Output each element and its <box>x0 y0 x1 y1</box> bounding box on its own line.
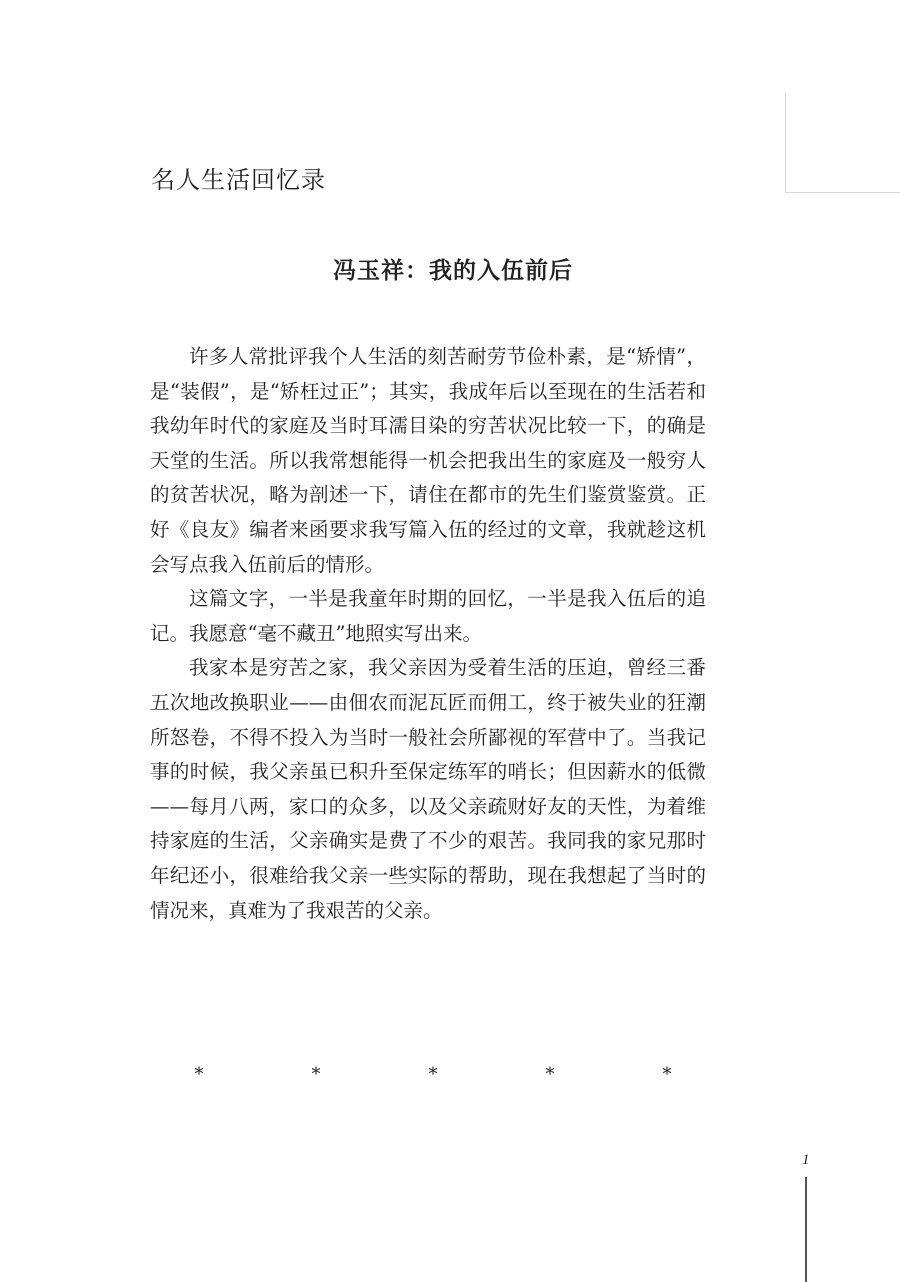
paragraph: 许多人常批评我个人生活的刻苦耐劳节俭朴素，是“矫情”，是“装假”，是“矫枉过正”；其实，我成年后以至现在的生活若和我幼年时代的家庭及当时耳濡目染的穷苦状况比较一下，的确是天堂的生活。所以我常想能得一机会把我出生的家庭及一般穷人的贫苦状况，略为剖述一下，请住在都市的先生们鉴赏鉴赏。正好《良友》编者来函要求我写篇入伍的经过的文章，我就趁这机会写点我入伍前后的情形。 <box>150 345 706 576</box>
page-number: 1 <box>802 1152 810 1168</box>
asterisk: * <box>428 1064 438 1085</box>
asterisk: * <box>311 1064 321 1085</box>
corner-mark-horizontal <box>785 192 900 193</box>
folio-bar <box>805 1177 807 1282</box>
paragraph: 这篇文字，一半是我童年时期的回忆，一半是我入伍后的追记。我愿意“毫不藏丑”地照实写出来。 <box>150 587 706 645</box>
body-text <box>150 340 706 928</box>
chapter-title: 冯玉祥：我的入伍前后 <box>333 257 573 284</box>
section-break <box>193 1064 673 1085</box>
corner-mark-vertical <box>785 93 786 193</box>
asterisk: * <box>662 1064 672 1085</box>
asterisk: * <box>194 1064 204 1085</box>
asterisk: * <box>545 1064 555 1085</box>
running-head: 名人生活回忆录 <box>151 166 326 194</box>
paragraph: 我家本是穷苦之家，我父亲因为受着生活的压迫，曾经三番五次地改换职业——由佃农而泥瓦匠而佣工，终于被失业的狂潮所怒卷，不得不投入为当时一般社会所鄙视的军营中了。当我记事的时候，我父亲虽已积升至保定练军的哨长；但因薪水的低微——每月八两，家口的众多，以及父亲疏财好友的天性，为着维持家庭的生活，父亲确实是费了不少的艰苦。我同我的家兄那时年纪还小，很难给我父亲一些实际的帮助，现在我想起了当时的情况来，真难为了我艰苦的父亲。 <box>150 656 706 922</box>
